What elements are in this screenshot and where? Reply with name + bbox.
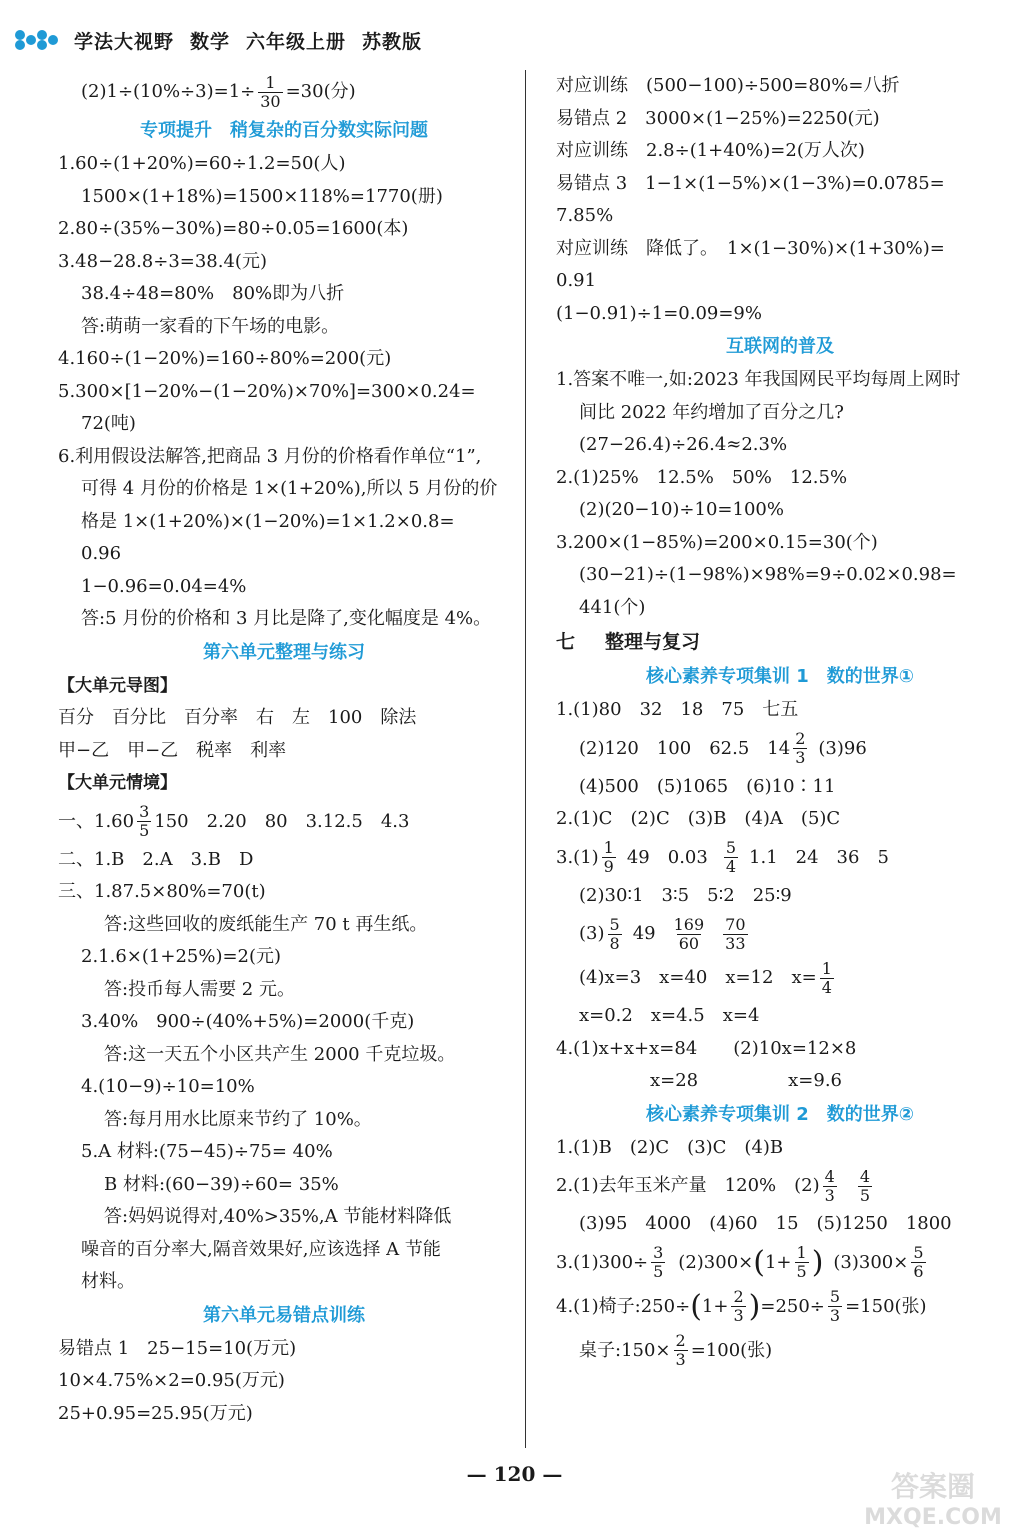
- answer-line: 5.A 材料:(75−45)÷75= 40%: [81, 1141, 333, 1162]
- fraction: $\frac{5}{6}$: [913, 1243, 924, 1281]
- answer-line: (3)95 4000 (4)60 15 (5)1250 1800: [579, 1213, 952, 1234]
- fraction: $\frac{2}{3}$: [795, 729, 806, 767]
- column-divider: [525, 70, 526, 1448]
- answer-line: 答:妈妈说得对,40%>35%,A 节能材料降低: [104, 1206, 452, 1227]
- fraction: $\frac{5}{4}$: [725, 838, 737, 876]
- answer-line: 3.(1)300÷ $\frac{3}{5}$ (2)300×(1+ $\frac{1}{5}$ ) (3)300× $\frac{5}{6}$: [556, 1243, 924, 1281]
- answer-line: (3) $\frac{5}{8}$ 49 $\frac{169}{60}$ $\frac{70}{33}$: [579, 914, 746, 953]
- answer-line: 易错点 2 3000×(1−25%)=2250(元): [556, 107, 880, 129]
- fraction: $\frac{5}{3}$: [829, 1287, 841, 1325]
- answer-line: 1−0.96=0.04=4%: [81, 575, 247, 597]
- answer-line: 桌子:150× $\frac{2}{3}$ =100(张): [579, 1331, 773, 1369]
- subject: 数学: [190, 30, 231, 53]
- answer-line: 6.利用假设法解答,把商品 3 月份的价格看作单位“1”,: [58, 445, 482, 467]
- bracket-heading: 【大单元导图】: [58, 675, 177, 696]
- fraction: $\frac{1}{4}$: [821, 958, 832, 997]
- section-title: 核心素养专项集训 1 数的世界①: [645, 666, 915, 687]
- answer-line: 3.(1) $\frac{1}{9}$ 49 0.03 $\frac{5}{4}$ 1.1 24 36 5: [556, 838, 889, 876]
- answer-line: 1.答案不唯一,如:2023 年我国网民平均每周上网时: [556, 369, 961, 390]
- answer-line: 易错点 3 1−1×(1−5%)×(1−3%)=0.0785=: [556, 172, 945, 194]
- fraction: $\frac{169}{60}$: [673, 914, 705, 953]
- section-title: 第六单元易错点训练: [203, 1304, 365, 1326]
- answer-line: 0.91: [556, 270, 597, 291]
- answer-line: 10×4.75%×2=0.95(万元): [58, 1370, 285, 1391]
- book-title: 学法大视野: [74, 30, 175, 53]
- edition: 苏教版: [362, 30, 423, 53]
- answer-line: 易错点 1 25−15=10(万元): [58, 1337, 297, 1359]
- answer-line: 38.4÷48=80% 80%即为八折: [81, 283, 345, 304]
- answer-line: 答:萌萌一家看的下午场的电影。: [81, 315, 340, 337]
- answer-line: 4.(1)x+x+x=84 (2)10x=12×8: [556, 1037, 857, 1059]
- answer-line: 答:这一天五个小区共产生 2000 千克垃圾。: [104, 1043, 456, 1065]
- answer-line: 百分 百分比 百分率 右 左 100 除法: [58, 707, 417, 728]
- section-title: 互联网的普及: [726, 336, 834, 357]
- answer-line: 间比 2022 年约增加了百分之几?: [579, 401, 844, 423]
- answer-line: 答:5 月份的价格和 3 月比是降了,变化幅度是 4%。: [81, 608, 492, 629]
- answer-line: 2.1.6×(1+25%)=2(元): [81, 946, 282, 967]
- watermark-logo: [843, 1466, 1023, 1532]
- answer-line: (4)500 (5)1065 (6)10∶11: [579, 775, 836, 797]
- answer-line: (4)x=3 x=40 x=12 x= $\frac{1}{4}$: [579, 958, 832, 997]
- watermark-line2: MXQE.COM: [864, 1505, 1002, 1530]
- answer-line: 甲−乙 甲−乙 税率 利率: [58, 739, 287, 761]
- answer-line: (30−21)÷(1−98%)×98%=9÷0.02×0.98=: [579, 564, 957, 585]
- answer-line: (2)120 100 62.5 14 $\frac{2}{3}$ (3)96: [579, 729, 867, 767]
- fraction: $\frac{4}{5}$: [859, 1166, 871, 1205]
- logo-icon: [14, 28, 64, 52]
- answer-line: 格是 1×(1+20%)×(1−20%)=1×1.2×0.8=: [81, 510, 455, 532]
- answer-line: 3.200×(1−85%)=200×0.15=30(个): [556, 531, 878, 553]
- fraction: $\frac{1}{30}$: [260, 72, 281, 111]
- answer-line: 二、1.B 2.A 3.B D: [58, 848, 254, 870]
- answer-line: 3.48−28.8÷3=38.4(元): [58, 250, 267, 272]
- answer-line: (2)30∶1 3∶5 5∶2 25∶9: [579, 884, 792, 906]
- answer-line: 441(个): [579, 596, 646, 618]
- answer-line: 可得 4 月份的价格是 1×(1+20%),所以 5 月份的价: [81, 478, 498, 499]
- answer-line: 1.(1)B (2)C (3)C (4)B: [556, 1136, 784, 1158]
- answer-line: 2.80÷(35%−30%)=80÷0.05=1600(本): [58, 218, 409, 239]
- answer-line: 答:每月用水比原来节约了 10%。: [104, 1108, 372, 1130]
- left-column: [58, 70, 510, 1430]
- answer-line: 对应训练 2.8÷(1+40%)=2(万人次): [556, 140, 865, 161]
- answer-line: (2)(20−10)÷10=100%: [579, 499, 784, 520]
- answer-line: 1.60÷(1+20%)=60÷1.2=50(人): [58, 153, 346, 174]
- answer-line: 对应训练 (500−100)÷500=80%=八折: [556, 75, 900, 96]
- answer-line: 答:这些回收的废纸能生产 70 t 再生纸。: [104, 913, 428, 935]
- answer-line: 对应训练 降低了。 1×(1−30%)×(1+30%)=: [556, 237, 945, 259]
- answer-line: 2.(1)25% 12.5% 50% 12.5%: [556, 466, 848, 488]
- answer-line: 2.(1)C (2)C (3)B (4)A (5)C: [556, 808, 841, 829]
- chapter-heading: [556, 624, 1004, 660]
- chapter-number: 七: [556, 631, 576, 653]
- fraction: $\frac{4}{3}$: [824, 1166, 835, 1205]
- answer-line: 1.(1)80 32 18 75 七五: [556, 699, 799, 720]
- fraction: $\frac{70}{33}$: [725, 914, 746, 953]
- section-title: 第六单元整理与练习: [203, 641, 365, 663]
- answer-line: 7.85%: [556, 205, 614, 226]
- answer-line: 一、1.60 $\frac{3}{5}$ 150 2.20 80 3.12.5 4.3: [58, 802, 410, 840]
- answer-line: x=0.2 x=4.5 x=4: [579, 1005, 760, 1026]
- grade: 六年级上册: [246, 30, 347, 53]
- answer-line: 答:投币每人需要 2 元。: [104, 978, 295, 1000]
- answer-line: 三、1.87.5×80%=70(t): [58, 881, 266, 902]
- fraction: $\frac{3}{5}$: [139, 802, 150, 840]
- answer-line: 72(吨): [81, 413, 136, 434]
- section-title: 核心素养专项集训 2 数的世界②: [645, 1103, 915, 1125]
- fraction: $\frac{1}{9}$: [603, 838, 614, 876]
- answer-line: 材料。: [81, 1271, 135, 1292]
- right-column: [556, 70, 1004, 1373]
- answer-line: 4.160÷(1−20%)=160÷80%=200(元): [58, 348, 392, 369]
- answer-line: B 材料:(60−39)÷60= 35%: [104, 1173, 339, 1195]
- answer-line: 1500×(1+18%)=1500×118%=1770(册): [81, 185, 443, 207]
- page-number: — 120 —: [466, 1462, 563, 1486]
- fraction: $\frac{2}{3}$: [675, 1331, 686, 1369]
- fraction: $\frac{1}{5}$: [796, 1243, 807, 1281]
- chapter-title: 整理与复习: [605, 631, 701, 653]
- answer-line: 4.(10−9)÷10=10%: [81, 1076, 255, 1097]
- fraction: $\frac{5}{8}$: [609, 914, 620, 953]
- answer-line: 3.40% 900÷(40%+5%)=2000(千克): [81, 1011, 415, 1032]
- fraction: $\frac{3}{5}$: [653, 1243, 664, 1281]
- answer-line: (27−26.4)÷26.4≈2.3%: [579, 434, 788, 455]
- answer-line: 25+0.95=25.95(万元): [58, 1402, 253, 1424]
- page-header: [14, 20, 422, 60]
- section-title: 专项提升 稍复杂的百分数实际问题: [140, 120, 428, 141]
- answer-line: 噪音的百分率大,隔音效果好,应该选择 A 节能: [81, 1238, 441, 1260]
- answer-line: 5.300×[1−20%−(1−20%)×70%]=300×0.24=: [58, 380, 476, 402]
- answer-line: x=28 x=9.6: [650, 1070, 842, 1091]
- answer-line: 2.(1)去年玉米产量 120% (2) $\frac{4}{3}$ $\frac{4}{5}$: [556, 1166, 871, 1205]
- bracket-heading: 【大单元情境】: [58, 773, 177, 793]
- answer-line: (1−0.91)÷1=0.09=9%: [556, 302, 762, 324]
- watermark-line1: 答案圈: [890, 1470, 976, 1503]
- answer-line: 0.96: [81, 543, 122, 564]
- answer-line: (2)1÷(10%÷3)=1÷ $\frac{1}{30}$ =30(分): [81, 72, 356, 111]
- answer-line: 4.(1)椅子:250÷(1+ $\frac{2}{3}$ )=250÷ $\frac{5}{3}$ =150(张): [556, 1287, 927, 1325]
- fraction: $\frac{2}{3}$: [733, 1287, 744, 1325]
